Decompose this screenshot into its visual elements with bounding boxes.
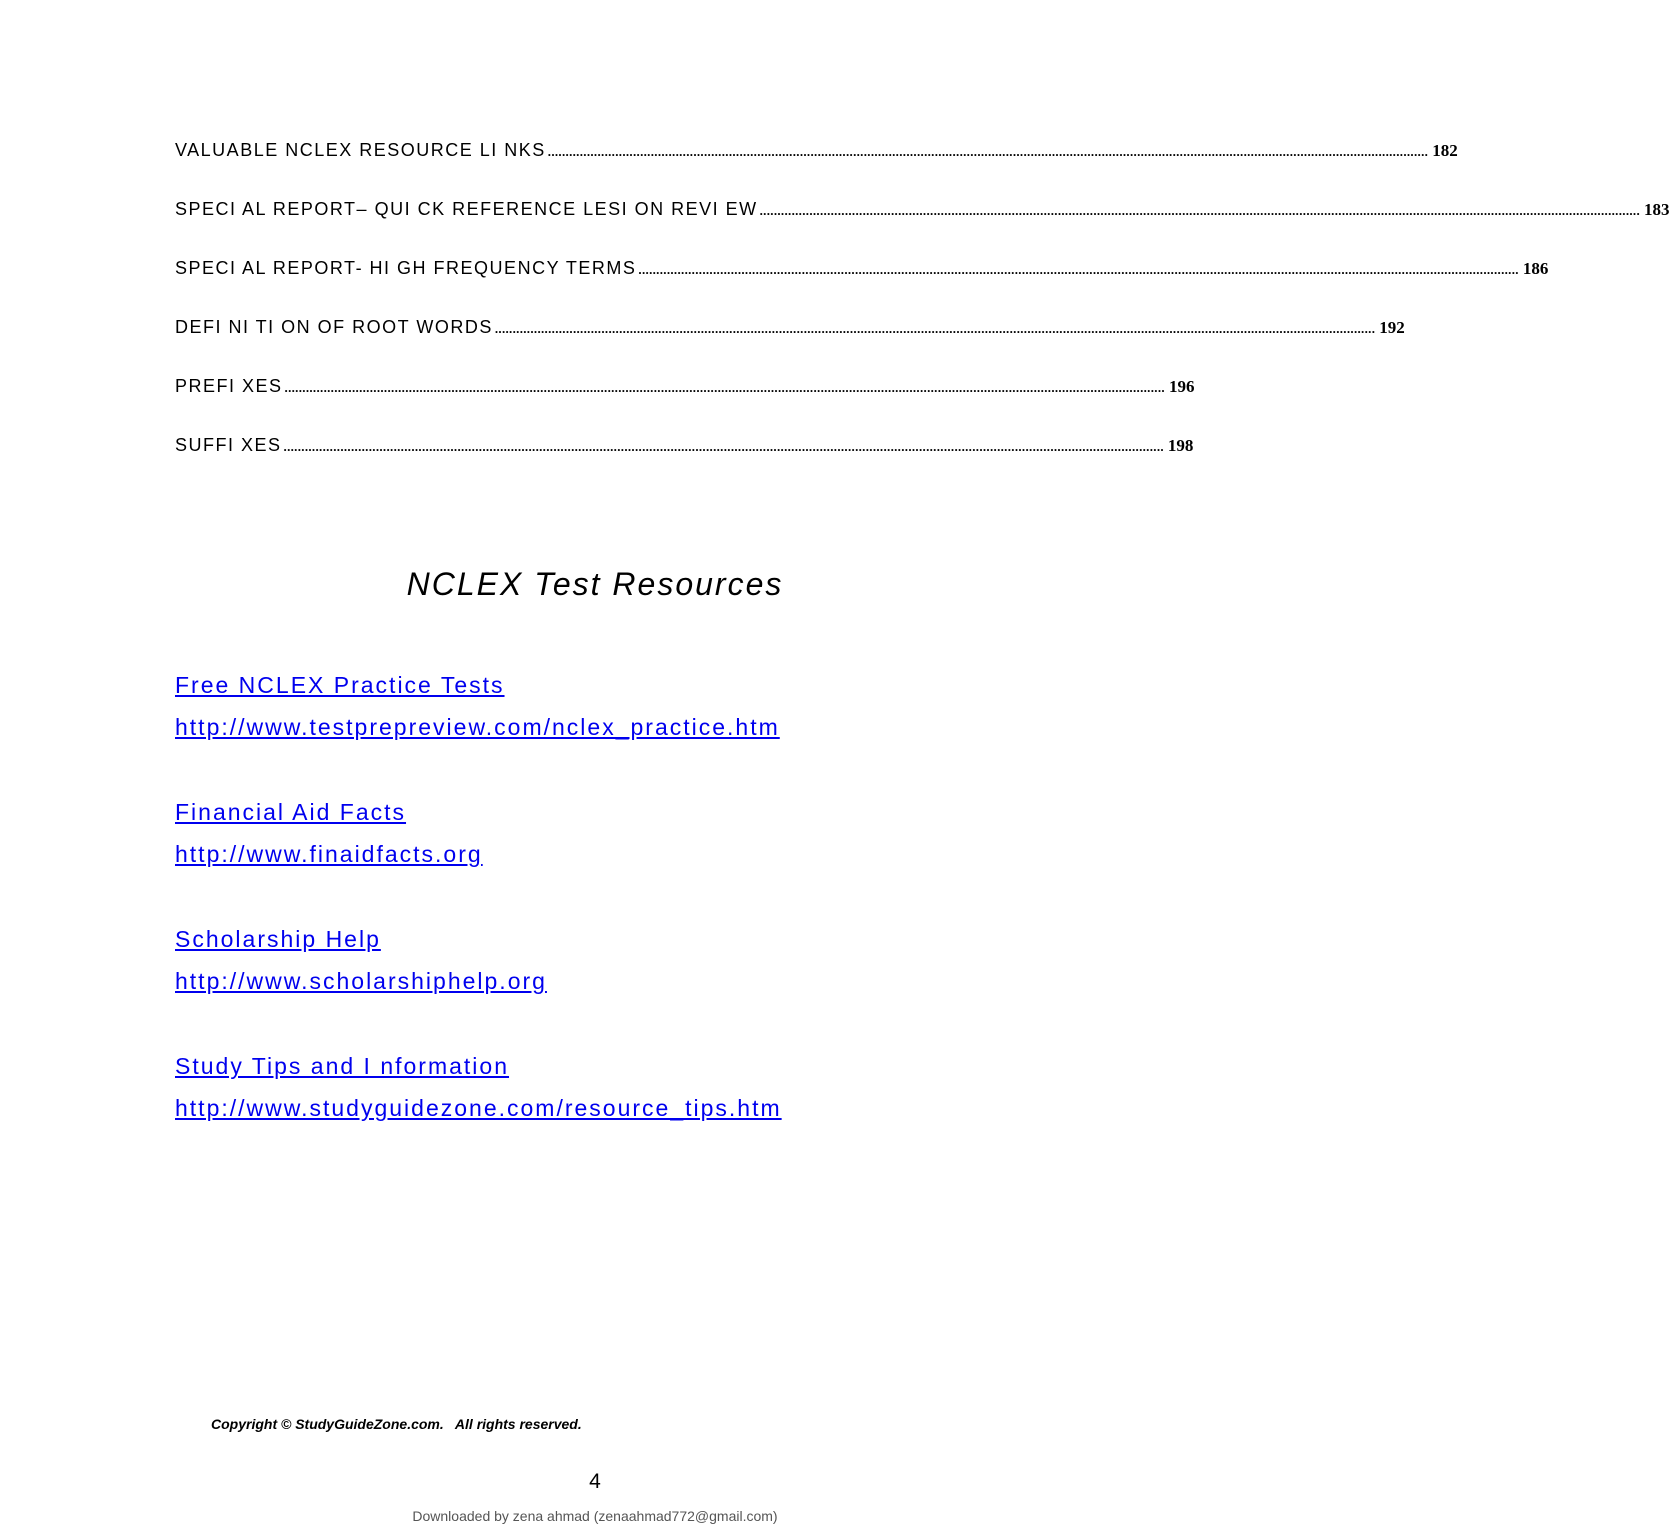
toc-entry[interactable] xyxy=(175,199,1670,258)
toc-page-number[interactable]: 183 xyxy=(1644,200,1670,219)
toc-entry-title[interactable]: DEFI NI TI ON OF ROOT WORDS xyxy=(175,317,493,337)
toc-page-number[interactable]: 182 xyxy=(1432,141,1458,160)
resource-item xyxy=(175,791,782,875)
toc-entry[interactable] xyxy=(175,376,1195,435)
toc-dot-leader: ........................................................................................................................................................................................................................................................ xyxy=(494,321,1376,336)
resource-title-link[interactable]: Free NCLEX Practice Tests xyxy=(175,672,505,698)
toc-entry-title[interactable]: SPECI AL REPORT- HI GH FREQUENCY TERMS xyxy=(175,258,637,278)
toc-dot-leader: ........................................................................................................................................................................................................................................................ xyxy=(638,262,1519,277)
toc-entry[interactable] xyxy=(175,140,1458,199)
download-note: Downloaded by zena ahmad (zenaahmad772@gmail.com) xyxy=(412,1508,778,1524)
toc-entry[interactable] xyxy=(175,317,1405,376)
toc-entry-title[interactable]: SUFFI XES xyxy=(175,435,282,455)
toc-dot-leader: ........................................................................................................................................................................................................................................................ xyxy=(283,439,1164,454)
toc-entry-title[interactable]: VALUABLE NCLEX RESOURCE LI NKS xyxy=(175,140,546,160)
toc-entry-title[interactable]: PREFI XES xyxy=(175,376,283,396)
toc-entry-title[interactable]: SPECI AL REPORT– QUI CK REFERENCE LESI ON REVI EW xyxy=(175,199,758,219)
resource-list xyxy=(175,664,782,1172)
resource-item xyxy=(175,1045,782,1129)
resource-url-link[interactable]: http://www.scholarshiphelp.org xyxy=(175,968,547,994)
resource-url-link[interactable]: http://www.finaidfacts.org xyxy=(175,841,483,867)
resource-item xyxy=(175,664,782,748)
resource-url-link[interactable]: http://www.studyguidezone.com/resource_tips.htm xyxy=(175,1095,782,1121)
resource-title-link[interactable]: Study Tips and I nformation xyxy=(175,1053,509,1079)
copyright-notice: Copyright © StudyGuideZone.com. All rights reserved. xyxy=(211,1416,582,1432)
page-number: 4 xyxy=(589,1470,601,1493)
section-heading: NCLEX Test Resources xyxy=(406,566,784,602)
toc-entry[interactable] xyxy=(175,258,1549,317)
toc-page-number[interactable]: 192 xyxy=(1379,318,1405,337)
resource-url-link[interactable]: http://www.testprepreview.com/nclex_practice.htm xyxy=(175,714,780,740)
table-of-contents xyxy=(175,140,1670,494)
toc-dot-leader: ........................................................................................................................................................................................................................................................ xyxy=(547,144,1429,159)
toc-page-number[interactable]: 186 xyxy=(1522,259,1549,278)
resource-title-link[interactable]: Scholarship Help xyxy=(175,926,381,952)
toc-dot-leader: ........................................................................................................................................................................................................................................................ xyxy=(759,203,1641,218)
resource-item xyxy=(175,918,782,1002)
toc-entry[interactable] xyxy=(175,435,1194,494)
resource-title-link[interactable]: Financial Aid Facts xyxy=(175,799,407,825)
toc-page-number[interactable]: 196 xyxy=(1168,377,1195,396)
toc-dot-leader: ........................................................................................................................................................................................................................................................ xyxy=(284,380,1165,395)
toc-page-number[interactable]: 198 xyxy=(1167,436,1194,455)
